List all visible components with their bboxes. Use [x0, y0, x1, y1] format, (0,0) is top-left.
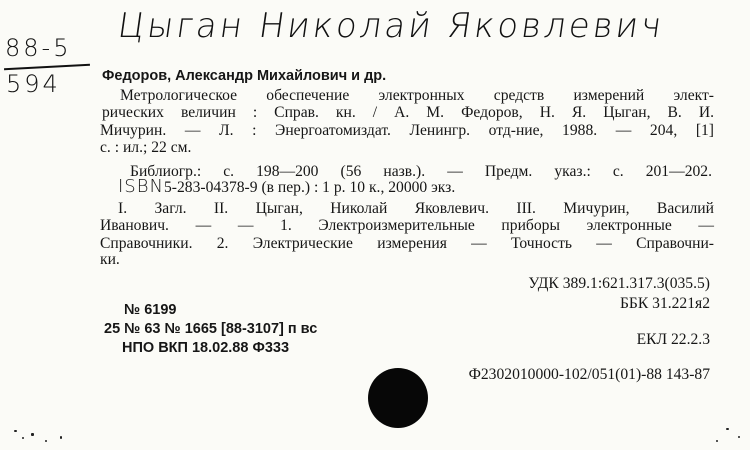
scan-speck [14, 430, 17, 432]
tracing-line-1: I. Загл. II. Цыган, Николай Яковлевич. III. Мичурин, Василий [118, 200, 714, 217]
scan-speck [726, 428, 729, 430]
handwritten-call-number-top: 88-5 [5, 34, 72, 62]
tracing-line-3: Справочники. 2. Электрические измерения — Точность — Справочни- [100, 235, 714, 252]
bibliography-line: Библиогр.: с. 198—200 (56 назв.). — Предм. указ.: с. 201—202. [130, 163, 712, 180]
scan-speck [716, 440, 718, 442]
title-line-1: Метрологическое обеспечение электронных средств измерений элект- [120, 87, 714, 104]
scan-speck [60, 436, 62, 439]
isbn-number: 5-283-04378-9 (в пер.) : 1 р. 10 к., 20000 экз. [164, 179, 456, 196]
card-number: № 6199 [124, 302, 177, 318]
isbn-handwritten-mark: ISBN [118, 176, 164, 197]
title-line-3: Мичурин. — Л. : Энергоатомиздат. Ленингр. отд-ние, 1988. — 204, [1] [100, 122, 714, 139]
handwritten-call-number-bottom: 594 [6, 70, 61, 98]
ink-blot [368, 368, 428, 428]
scan-speck [31, 433, 34, 436]
scan-speck [738, 436, 740, 438]
scan-speck [22, 437, 24, 439]
order-line: 25 № 63 № 1665 [88-3107] п вс [104, 321, 318, 337]
handwritten-author-name: Цыган Николай Яковлевич [115, 6, 668, 46]
npo-line: НПО ВКП 18.02.88 Ф333 [122, 340, 290, 356]
isbn-line [118, 178, 455, 196]
scan-speck [45, 440, 47, 442]
entry-heading: Федоров, Александр Михайлович и др. [102, 68, 387, 84]
tracing-line-4: ки. [100, 251, 120, 268]
classification-code-line: Ф2302010000-102/051(01)-88 143-87 [468, 366, 710, 383]
ekl-code: ЕКЛ 22.2.3 [636, 331, 710, 348]
bbk-code: ББК 31.221я2 [619, 295, 710, 312]
title-line-4: с. : ил.; 22 см. [100, 139, 192, 156]
tracing-line-2: Иванович. — — 1. Электроизмерительные приборы электронные — [100, 217, 714, 234]
udk-code: УДК 389.1:621.317.3(035.5) [528, 275, 710, 292]
title-line-2: рических величин : Справ. кн. / А. М. Федоров, Н. Я. Цыган, В. И. [102, 104, 714, 121]
